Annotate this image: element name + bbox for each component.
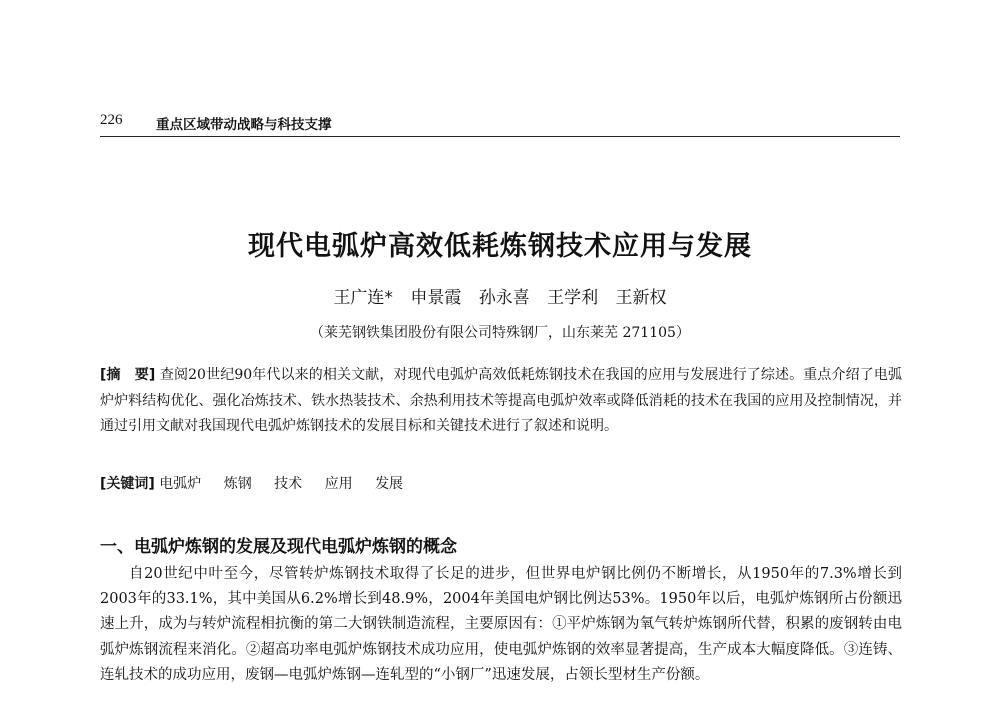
section-heading: 一、电弧炉炼钢的发展及现代电弧炉炼钢的概念 [100,537,457,557]
page-number: 226 [100,112,123,128]
keywords-label: [关键词] [100,476,155,492]
keywords [100,472,902,497]
keyword: 技术 [274,476,303,492]
keyword: 电弧炉 [159,476,202,492]
keyword-list [159,476,421,492]
keyword: 发展 [375,476,404,492]
header-rule [100,136,900,137]
body-paragraph: 自20世纪中叶至今，尽管转炉炼钢技术取得了长足的进步，但世界电炉钢比例仍不断增长，从1950年的7.3%增长到2003年的33.1%，其中美国从6.2%增长到48.9%，2004年美国电炉钢比例达53%。1950年以后，电弧炉炼钢所占份额迅速上升，成为与转炉流程相抗衡的第二大钢铁制造流程，主要原因有：①平炉炼钢为氧气转炉炼钢所代替，积累的废钢转由电弧炉炼钢流程来消化。②超高功率电弧炉炼钢技术成功应用，使电弧炉炼钢的效率显著提高，生产成本大幅度降低。③连铸、连轧技术的成功应用，废钢—电弧炉炼钢—连轧型的“小钢厂”迅速发展，占领长型材生产份额。 [100,566,902,683]
author-affiliation: （莱芜钢铁集团股份有限公司特殊钢厂，山东莱芜 271105） [310,325,690,341]
abstract-text: 查阅20世纪90年代以来的相关文献，对现代电弧炉高效低耗炼钢技术在我国的应用与发展进行了综述。重点介绍了电弧炉炉料结构优化、强化冶炼技术、铁水热装技术、余热利用技术等提高电弧炉效率或降低消耗的技术在我国的应用及控制情况，并通过引用文献对我国现代电弧炉炼钢技术的发展目标和关键技术进行了叙述和说明。 [100,367,902,434]
abstract-label: [摘 要] [100,367,156,383]
keyword: 应用 [324,476,353,492]
abstract [100,363,902,440]
running-header [100,112,900,134]
running-title: 重点区域带动战略与科技支撑 [156,117,332,133]
author-list: 王广连* 申景霞 孙永喜 王学利 王新权 [333,288,667,308]
keyword: 炼钢 [223,476,252,492]
article-title: 现代电弧炉高效低耗炼钢技术应用与发展 [248,231,752,262]
